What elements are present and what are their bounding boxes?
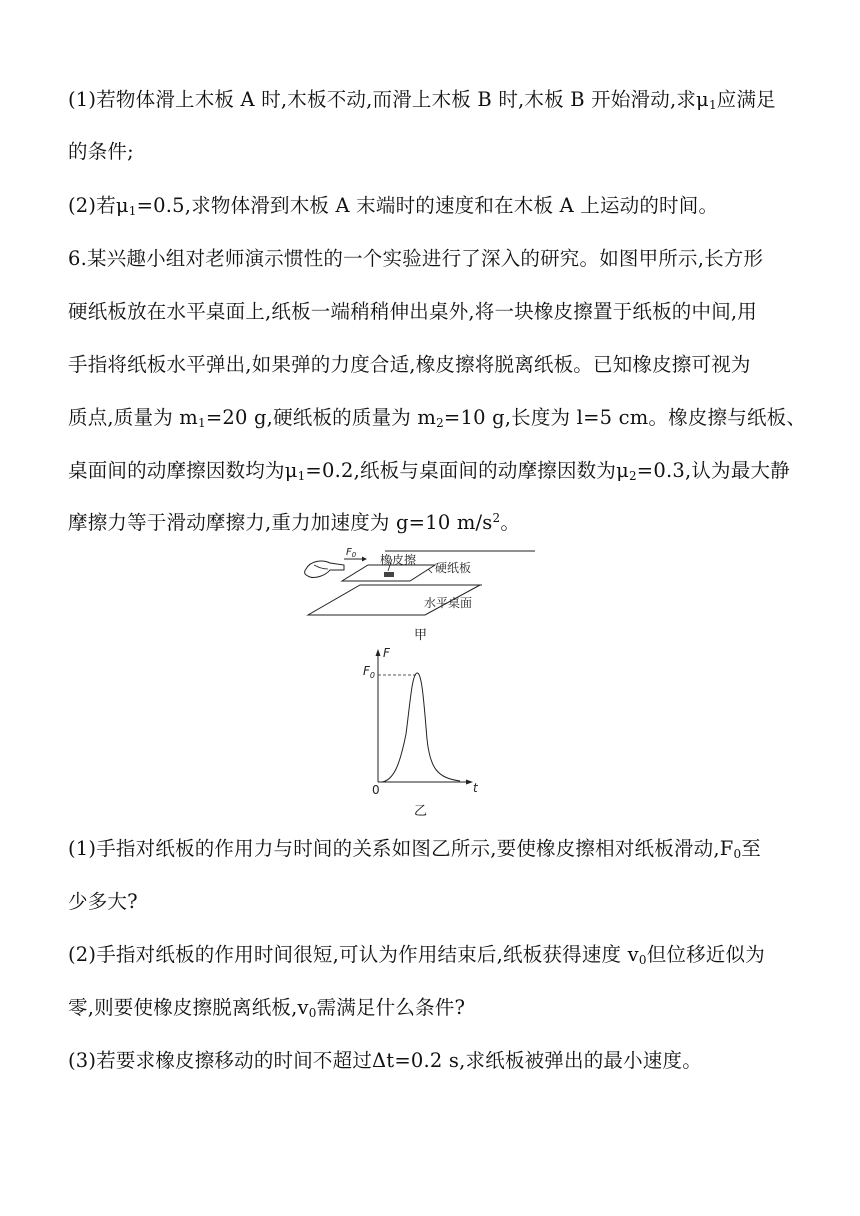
text-segment: =0.2,纸板与桌面间的动摩擦因数为μ: [305, 459, 629, 482]
text-line: [68, 136, 134, 164]
text-segment: 2: [436, 416, 444, 430]
text-segment: 。: [500, 511, 521, 534]
text-line: [68, 455, 790, 483]
text-segment: 1: [708, 98, 717, 112]
text-segment: 摩擦力等于滑动摩擦力,重力加速度为 g=10 m/s: [68, 511, 493, 534]
text-segment: 1: [198, 416, 206, 430]
text-segment: 手指将纸板水平弹出,如果弹的力度合适,橡皮擦将脱离纸板。已知橡皮擦可视为: [68, 353, 751, 376]
text-segment: 的条件;: [68, 140, 134, 163]
text-segment: (1)若物体滑上木板 A 时,木板不动,而滑上木板 B 时,木板 B 开始滑动,求μ: [68, 88, 709, 111]
text-segment: 应满足: [716, 88, 776, 111]
text-segment: =20 g,硬纸板的质量为 m: [205, 406, 437, 429]
y-axis-label: F: [383, 646, 390, 660]
origin-label: 0: [372, 783, 380, 797]
text-line: [68, 296, 757, 324]
text-segment: 少多大?: [68, 890, 138, 913]
text-segment: 0: [308, 1006, 317, 1020]
text-segment: 桌面间的动摩擦因数均为μ: [68, 459, 298, 482]
figure-a-caption: 甲: [414, 628, 428, 643]
svg-text:F0: $F_0$: [346, 547, 357, 559]
text-segment: 6.某兴趣小组对老师演示惯性的一个实验进行了深入的研究。如图甲所示,长方形: [68, 247, 764, 270]
text-segment: =0.3,认为最大静: [636, 459, 790, 482]
eraser: [384, 572, 394, 577]
text-segment: 2: [628, 469, 637, 483]
text-segment: (3)若要求橡皮擦移动的时间不超过Δt=0.2 s,求纸板被弹出的最小速度。: [68, 1049, 702, 1072]
text-line: [68, 402, 806, 430]
x-axis-label: t: [473, 781, 478, 795]
text-line: [68, 886, 138, 914]
text-line: [68, 1045, 702, 1073]
text-segment: =10 g,长度为 l=5 cm。橡皮擦与纸板、: [443, 406, 807, 429]
text-segment: 硬纸板放在水平桌面上,纸板一端稍稍伸出桌外,将一块橡皮擦置于纸板的中间,用: [68, 300, 757, 323]
text-segment: 2: [492, 511, 501, 525]
text-line: [68, 84, 776, 112]
text-line: [68, 939, 765, 967]
force-curve: [382, 673, 460, 782]
text-segment: 需满足什么条件?: [316, 996, 466, 1019]
text-line: [68, 190, 718, 218]
text-segment: 零,则要使橡皮擦脱离纸板,v: [68, 996, 309, 1019]
eraser-label: 橡皮擦: [380, 553, 417, 567]
table-label: 水平桌面: [424, 596, 473, 610]
text-segment: (2)若μ: [68, 194, 129, 217]
text-segment: 1: [128, 204, 137, 218]
text-segment: =0.5,求物体滑到木板 A 末端时的速度和在木板 A 上运动的时间。: [136, 194, 719, 217]
f0-label: $F_0$: [363, 664, 375, 680]
text-line: [68, 833, 761, 861]
figure-a-diagram: [300, 543, 545, 628]
text-line: [68, 507, 520, 535]
figure-b-graph: [360, 644, 490, 804]
text-segment: (1)手指对纸板的作用力与时间的关系如图乙所示,要使橡皮擦相对纸板滑动,F: [68, 837, 734, 860]
text-line: [68, 243, 763, 271]
text-line: [68, 992, 465, 1020]
text-segment: (2)手指对纸板的作用时间很短,可认为作用结束后,纸板获得速度 v: [68, 943, 639, 966]
text-segment: 但位移近似为: [646, 943, 765, 966]
text-segment: 至: [741, 837, 761, 860]
text-segment: 0: [733, 847, 742, 861]
figure-b-caption: 乙: [414, 804, 428, 819]
text-line: [68, 349, 751, 377]
hand-icon: [305, 561, 344, 578]
cardboard-label: 硬纸板: [435, 561, 472, 575]
text-segment: 质点,质量为 m: [68, 406, 198, 429]
text-segment: 0: [638, 953, 647, 967]
text-segment: 1: [297, 469, 306, 483]
